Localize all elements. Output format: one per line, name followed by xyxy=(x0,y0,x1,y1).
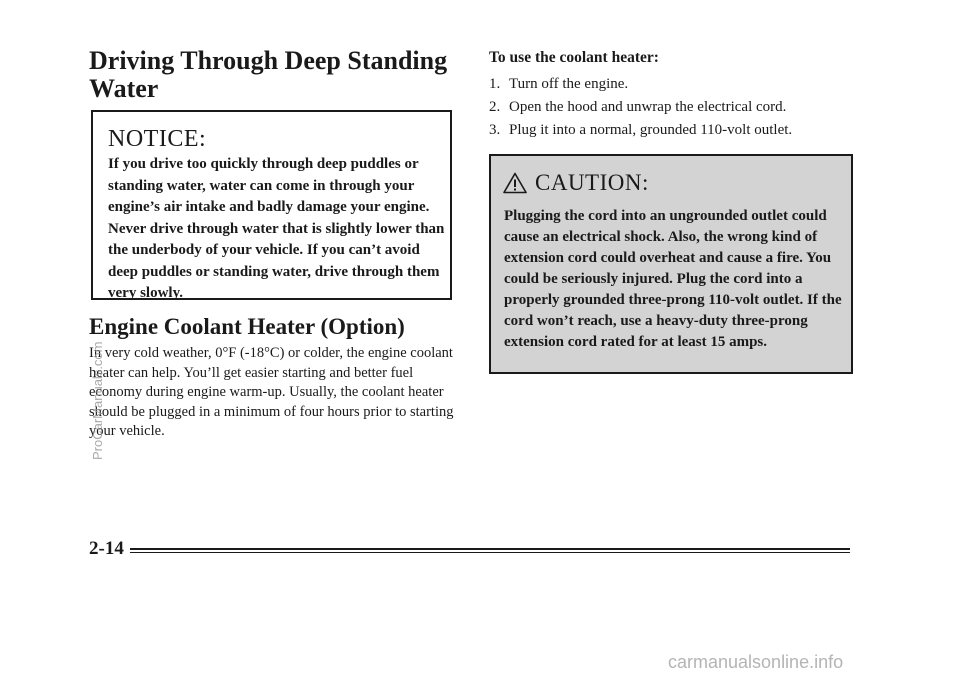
step-item xyxy=(489,73,869,96)
notice-box xyxy=(91,110,452,300)
caution-title: CAUTION: xyxy=(535,170,649,195)
section-heading-deep-water: Driving Through Deep Standing Water xyxy=(89,46,448,103)
caution-header xyxy=(503,170,649,196)
warning-triangle-icon xyxy=(503,172,527,194)
bottom-watermark: carmanualsonline.info xyxy=(668,652,844,672)
notice-text: If you drive too quickly through deep puddles or standing water, water can come in through your engine’s air intake and badly damage your engine. Never drive through water that is slightly lower than the underbody of your vehicle. If you can’t avoid deep puddles or standing water, drive through them very slowly. xyxy=(108,156,445,301)
footer-rule-thin xyxy=(130,552,850,553)
notice-title: NOTICE: xyxy=(108,126,207,152)
caution-box xyxy=(489,154,853,374)
step-text: Turn off the engine. xyxy=(509,76,629,92)
footer-rule xyxy=(130,548,850,550)
instructions-heading: To use the coolant heater: xyxy=(489,49,659,66)
instruction-steps xyxy=(489,73,869,142)
section-heading-coolant-heater: Engine Coolant Heater (Option) xyxy=(89,314,405,339)
step-number: 2. xyxy=(489,99,501,115)
step-text: Open the hood and unwrap the electrical cord. xyxy=(509,99,787,115)
coolant-heater-paragraph: In very cold weather, 0°F (-18°C) or colder, the engine coolant heater can help. You’ll get easier starting and better fuel economy during engine warm-up. Usually, the coolant heater should be plugged in a minimum of four hours prior to starting your vehicle. xyxy=(89,345,454,439)
step-text: Plug it into a normal, grounded 110-volt outlet. xyxy=(509,122,793,138)
step-item xyxy=(489,119,869,142)
step-item xyxy=(489,96,869,119)
step-number: 3. xyxy=(489,122,501,138)
vertical-watermark: ProCarManuals.com xyxy=(90,341,105,460)
caution-text: Plugging the cord into an ungrounded outlet could cause an electrical shock. Also, the wrong kind of extension cord could overheat and cause a fire. You could be seriously injured. Plug the cord into a properly grounded three-prong 110-volt outlet. If the cord won’t reach, use a heavy-duty three-prong extension cord rated for at least 15 amps. xyxy=(504,208,842,350)
step-number: 1. xyxy=(489,76,501,92)
page-number: 2-14 xyxy=(89,538,124,559)
